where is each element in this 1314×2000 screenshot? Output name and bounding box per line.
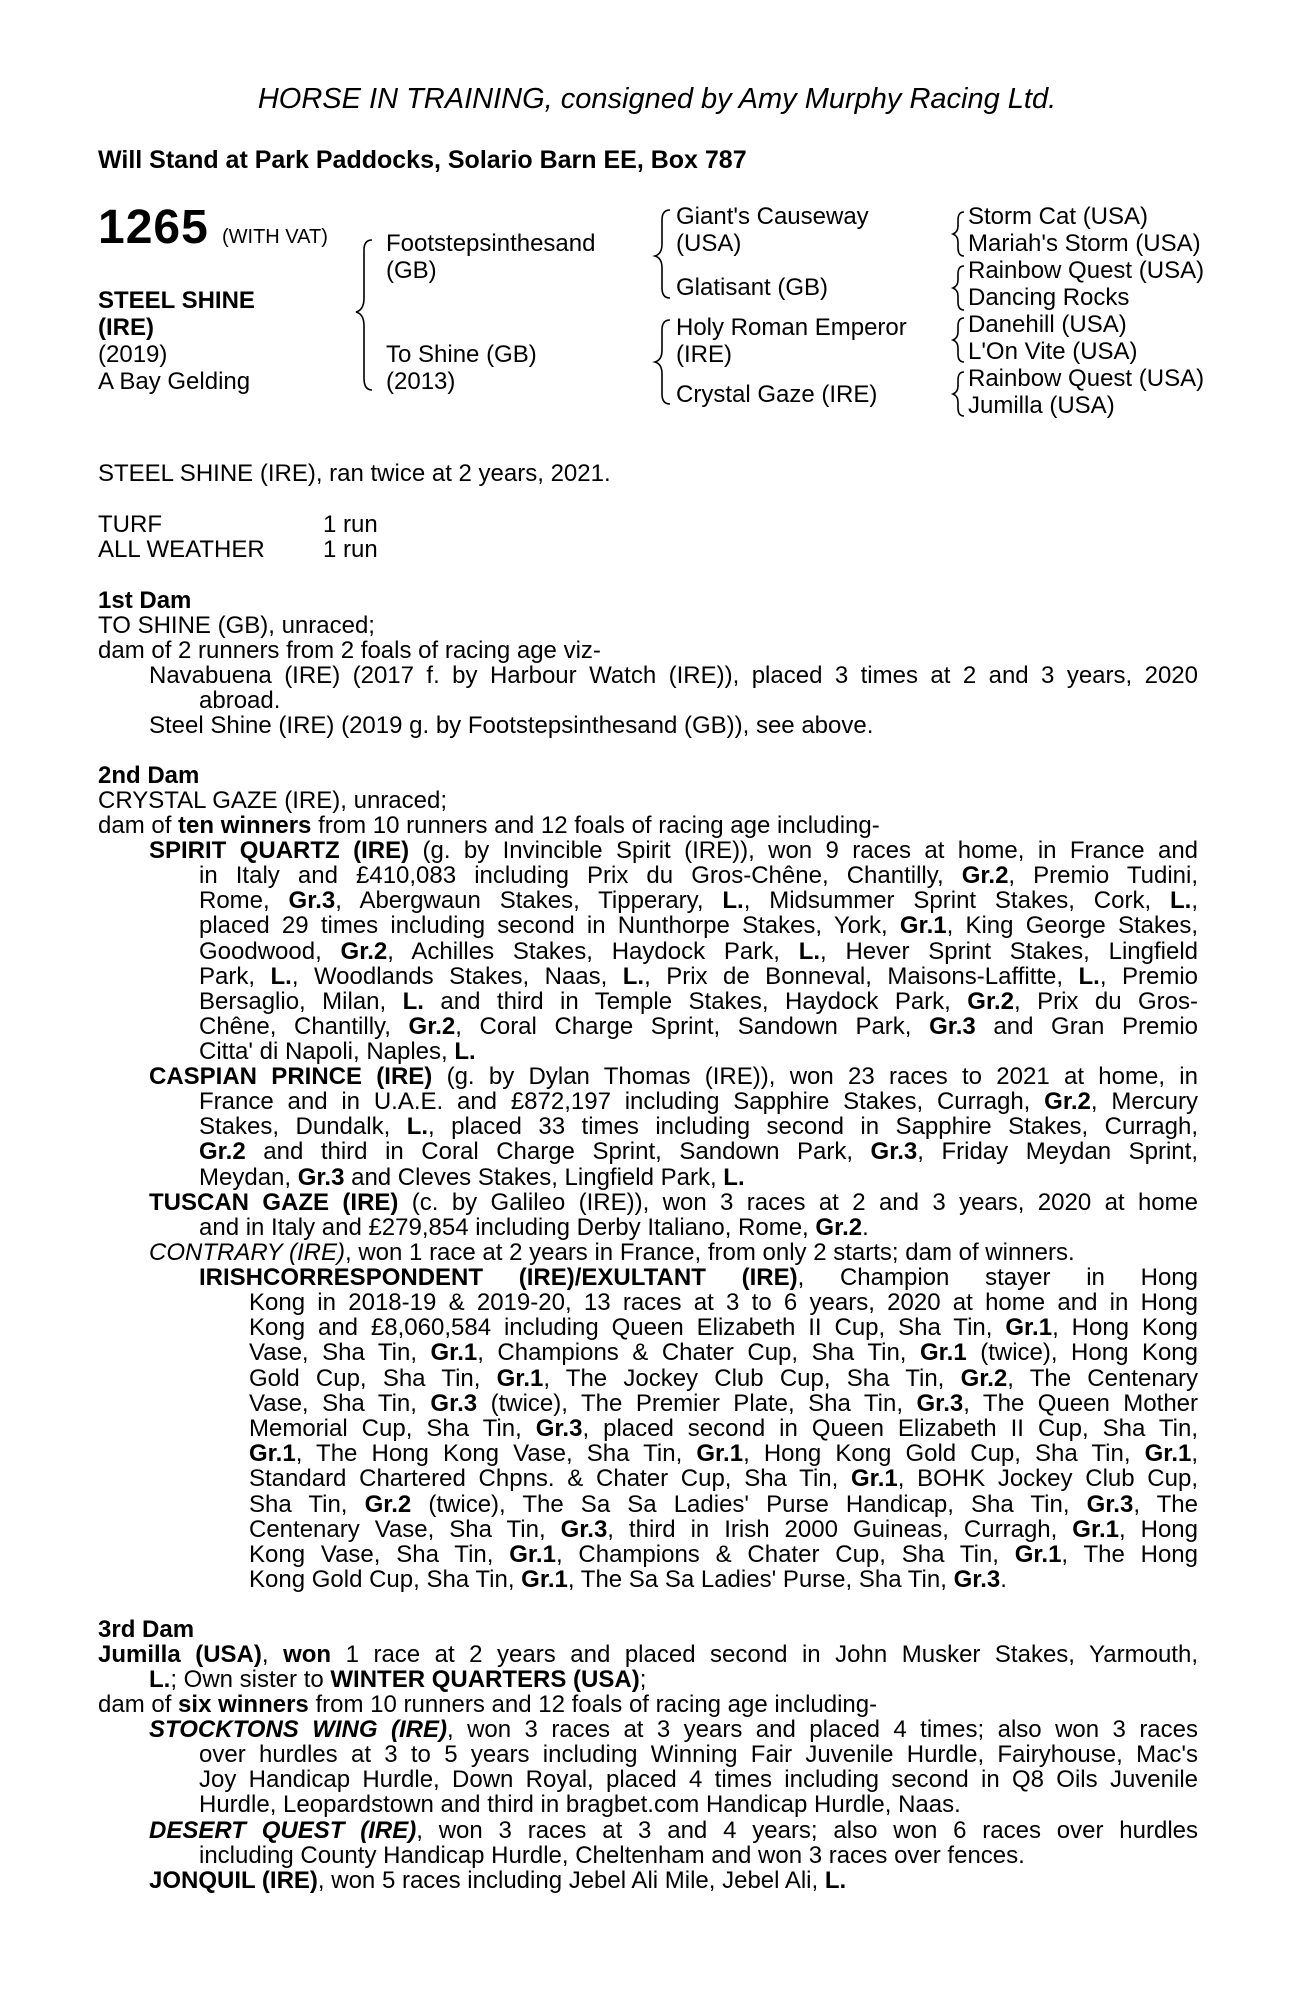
runs-surface-aw: ALL WEATHER bbox=[98, 536, 265, 563]
progeny-stocktons-wing: STOCKTONS WING (IRE), won 3 races at 3 years and placed 4 times; also won 3 races bbox=[149, 1716, 1199, 1743]
dam-sire-country: (IRE) bbox=[676, 341, 732, 368]
third-dam-line: Jumilla (USA), won 1 race at 2 years and placed second in John Musker Stakes, Yarmouth, bbox=[98, 1641, 1198, 1668]
dam-year: (2013) bbox=[386, 368, 456, 395]
dam-sire-name: Holy Roman Emperor bbox=[676, 314, 907, 341]
progeny-caspian-prince-details: France and in U.A.E. and £872,197 including Sapphire Stakes, Curragh, Gr.2, Mercury Stakes, Dundalk, L., placed 33 times including second in Sapphire Stakes, Curragh, Gr.2 and third in Coral Charge Sprint, Sandown Park, Gr.3, Friday Meydan Sprint, Meydan, Gr.3 and Cleves Stakes, Lingfield Park, L. bbox=[199, 1088, 1199, 1191]
dam-dam: Crystal Gaze (IRE) bbox=[676, 381, 878, 408]
progeny-contrary: CONTRARY (IRE), won 1 race at 2 years in France, from only 2 starts; dam of winners. bbox=[149, 1239, 1075, 1266]
third-dam-produce: dam of six winners from 10 runners and 12 foals of racing age including- bbox=[98, 1691, 878, 1718]
ancestor-sds: Rainbow Quest (USA) bbox=[968, 257, 1205, 284]
runs-surface-turf: TURF bbox=[98, 511, 162, 538]
runs-count-turf: 1 run bbox=[323, 511, 378, 538]
page-heading: HORSE IN TRAINING, consigned by Amy Murphy Racing Ltd. bbox=[257, 83, 1057, 115]
sire-country: (GB) bbox=[386, 257, 437, 284]
ancestor-dss: Danehill (USA) bbox=[968, 311, 1127, 338]
horse-description: A Bay Gelding bbox=[98, 368, 251, 395]
sire-dam: Glatisant (GB) bbox=[676, 274, 829, 301]
first-dam-progeny-1-cont: abroad. bbox=[199, 687, 281, 714]
sire-sire-country: (USA) bbox=[676, 230, 742, 257]
third-dam-title: 3rd Dam bbox=[98, 1616, 195, 1643]
third-dam-line-cont: L.; Own sister to WINTER QUARTERS (USA); bbox=[149, 1666, 647, 1693]
horse-year: (2019) bbox=[98, 341, 168, 368]
progeny-irishcorrespondent: IRISHCORRESPONDENT (IRE)/EXULTANT (IRE), Champion stayer in Hong bbox=[199, 1264, 1198, 1291]
first-dam-line: TO SHINE (GB), unraced; bbox=[98, 612, 375, 639]
progeny-jonquil: JONQUIL (IRE), won 5 races including Jebel Ali Mile, Jebel Ali, L. bbox=[149, 1867, 847, 1894]
dam-name: To Shine (GB) bbox=[386, 341, 537, 368]
ancestor-dsd: L'On Vite (USA) bbox=[968, 338, 1138, 365]
horse-country: (IRE) bbox=[98, 314, 154, 341]
progeny-spirit-quartz-details: in Italy and £410,083 including Prix du Gros-Chêne, Chantilly, Gr.2, Premio Tudini, Rome, Gr.3, Abergwaun Stakes, Tipperary, L., Midsummer Sprint Stakes, Cork, L., placed 29 times including second in Nunthorpe Stakes, York, Gr.1, King George Stakes, Goodwood, Gr.2, Achilles Stakes, Haydock Park, L., Hever Sprint Stakes, Lingfield Park, L., Woodlands Stakes, Naas, L., Prix de Bonneval, Maisons-Laffitte, L., Premio Bersaglio, Milan, L. and third in Temple Stakes, Haydock Park, Gr.2, Prix du Gros- Chêne, Chantilly, Gr.2, Coral Charge Sprint, Sandown Park, Gr.3 and Gran Premio Citta' di Napoli, Naples, L. bbox=[199, 862, 1199, 1066]
progeny-tuscan-gaze-details: and in Italy and £279,854 including Derby Italiano, Rome, Gr.2. bbox=[199, 1214, 869, 1241]
first-dam-title: 1st Dam bbox=[98, 587, 192, 614]
lot-number: 1265 bbox=[98, 201, 209, 254]
ancestor-sdd: Dancing Rocks bbox=[968, 284, 1130, 311]
progeny-stocktons-wing-details: over hurdles at 3 to 5 years including Winning Fair Juvenile Hurdle, Fairyhouse, Mac's Joy Handicap Hurdle, Down Royal, placed 4 times including second in Q8 Oils Juvenile Hurdle, Leopardstown and third in bragbet.com Handicap Hurdle, Naas. bbox=[199, 1741, 1198, 1819]
progeny-caspian-prince: CASPIAN PRINCE (IRE) (g. by Dylan Thomas (IRE)), won 23 races to 2021 at home, in bbox=[149, 1063, 1198, 1090]
progeny-desert-quest-details: including County Handicap Hurdle, Cheltenham and won 3 races over fences. bbox=[199, 1842, 1025, 1869]
progeny-tuscan-gaze: TUSCAN GAZE (IRE) (c. by Galileo (IRE)), won 3 races at 2 and 3 years, 2020 at home bbox=[149, 1189, 1198, 1216]
first-dam-progeny-2: Steel Shine (IRE) (2019 g. by Footstepsinthesand (GB)), see above. bbox=[149, 712, 874, 739]
ancestor-dds: Rainbow Quest (USA) bbox=[968, 365, 1205, 392]
stand-location: Will Stand at Park Paddocks, Solario Barn EE, Box 787 bbox=[98, 146, 747, 174]
ancestor-sss: Storm Cat (USA) bbox=[968, 203, 1149, 230]
second-dam-produce: dam of ten winners from 10 runners and 12 foals of racing age including- bbox=[98, 812, 880, 839]
race-summary: STEEL SHINE (IRE), ran twice at 2 years, 2021. bbox=[98, 460, 611, 487]
first-dam-produce: dam of 2 runners from 2 foals of racing age viz- bbox=[98, 637, 601, 664]
progeny-irishcorrespondent-details: Kong in 2018-19 & 2019-20, 13 races at 3 to 6 years, 2020 at home and in Hong Kong and £8,060,584 including Queen Elizabeth II Cup, Sha Tin, Gr.1, Hong Kong Vase, Sha Tin, Gr.1, Champions & Chater Cup, Sha Tin, Gr.1 (twice), Hong Kong Gold Cup, Sha Tin, Gr.1, The Jockey Club Cup, Sha Tin, Gr.2, The Centenary Vase, Sha Tin, Gr.3 (twice), The Premier Plate, Sha Tin, Gr.3, The Queen Mother Memorial Cup, Sha Tin, Gr.3, placed second in Queen Elizabeth II Cup, Sha Tin, Gr.1, The Hong Kong Vase, Sha Tin, Gr.1, Hong Kong Gold Cup, Sha Tin, Gr.1, Standard Chartered Chpns. & Chater Cup, Sha Tin, Gr.1, BOHK Jockey Club Cup, Sha Tin, Gr.2 (twice), The Sa Sa Ladies' Purse Handicap, Sha Tin, Gr.3, The Centenary Vase, Sha Tin, Gr.3, third in Irish 2000 Guineas, Curragh, Gr.1, Hong Kong Vase, Sha Tin, Gr.1, Champions & Chater Cup, Sha Tin, Gr.1, The Hong Kong Gold Cup, Sha Tin, Gr.1, The Sa Sa Ladies' Purse, Sha Tin, Gr.3. bbox=[249, 1289, 1199, 1594]
ancestor-ddd: Jumilla (USA) bbox=[968, 392, 1115, 419]
progeny-desert-quest: DESERT QUEST (IRE), won 3 races at 3 and 4 years; also won 6 races over hurdles bbox=[149, 1817, 1198, 1844]
progeny-spirit-quartz: SPIRIT QUARTZ (IRE) (g. by Invincible Spirit (IRE)), won 9 races at home, in France and bbox=[149, 837, 1199, 864]
sire-sire-name: Giant's Causeway bbox=[676, 203, 869, 230]
second-dam-line: CRYSTAL GAZE (IRE), unraced; bbox=[98, 787, 447, 814]
ancestor-ssd: Mariah's Storm (USA) bbox=[968, 230, 1201, 257]
vat-note: (WITH VAT) bbox=[222, 226, 328, 248]
sire-name: Footstepsinthesand bbox=[386, 230, 596, 257]
horse-name: STEEL SHINE bbox=[98, 287, 255, 314]
runs-count-aw: 1 run bbox=[323, 536, 378, 563]
first-dam-progeny-1: Navabuena (IRE) (2017 f. by Harbour Watch (IRE)), placed 3 times at 2 and 3 years, 2020 bbox=[149, 662, 1198, 689]
second-dam-title: 2nd Dam bbox=[98, 762, 200, 789]
